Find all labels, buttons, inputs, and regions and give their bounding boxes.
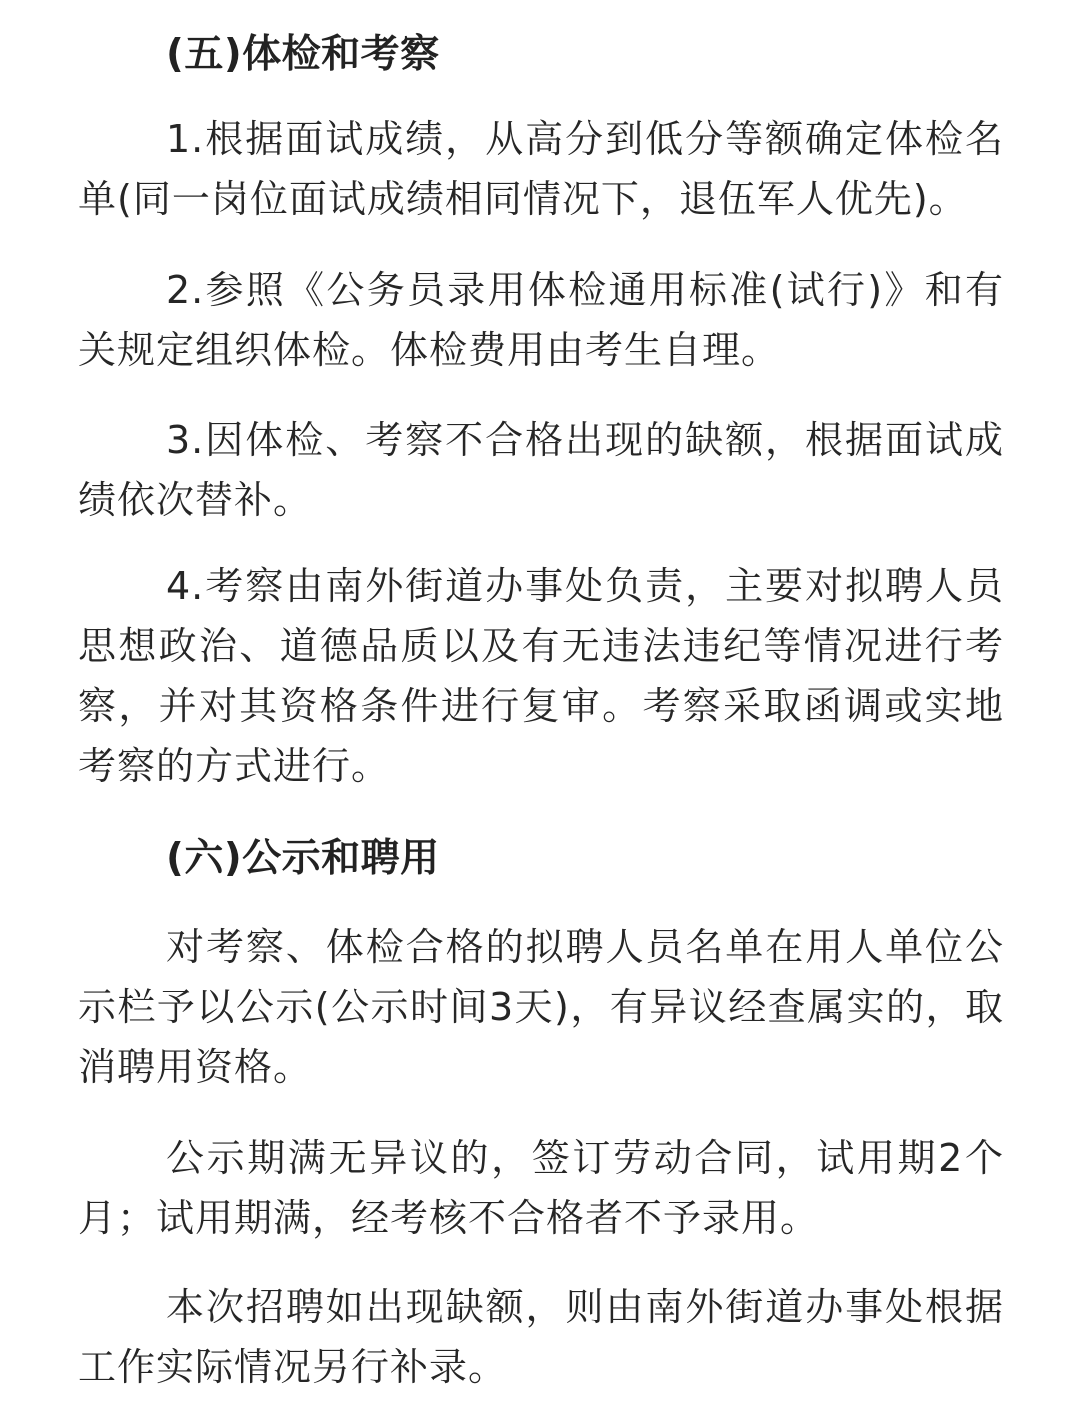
paragraph-supplement: 本次招聘如出现缺额，则由南外街道办事处根据工作实际情况另行补录。 — [78, 1285, 1004, 1389]
paragraph-exam-list: 1.根据面试成绩，从高分到低分等额确定体检名单(同一岗位面试成绩相同情况下，退伍军人优先)。 — [78, 117, 1004, 221]
section-heading-physical-exam: (五)体检和考察 — [166, 32, 440, 77]
section-heading-publicity: (六)公示和聘用 — [166, 836, 440, 881]
paragraph-inspection: 4.考察由南外街道办事处负责，主要对拟聘人员思想政治、道德品质以及有无违法违纪等情况进行考察，并对其资格条件进行复审。考察采取函调或实地考察的方式进行。 — [78, 564, 1004, 788]
paragraph-exam-standard: 2.参照《公务员录用体检通用标准(试行)》和有关规定组织体检。体检费用由考生自理。 — [78, 268, 1004, 372]
paragraph-contract: 公示期满无异议的，签订劳动合同，试用期2个月；试用期满，经考核不合格者不予录用。 — [78, 1136, 1004, 1240]
paragraph-publicity: 对考察、体检合格的拟聘人员名单在用人单位公示栏予以公示(公示时间3天)，有异议经查属实的，取消聘用资格。 — [78, 925, 1004, 1089]
paragraph-vacancy-replacement: 3.因体检、考察不合格出现的缺额，根据面试成绩依次替补。 — [78, 418, 1004, 522]
